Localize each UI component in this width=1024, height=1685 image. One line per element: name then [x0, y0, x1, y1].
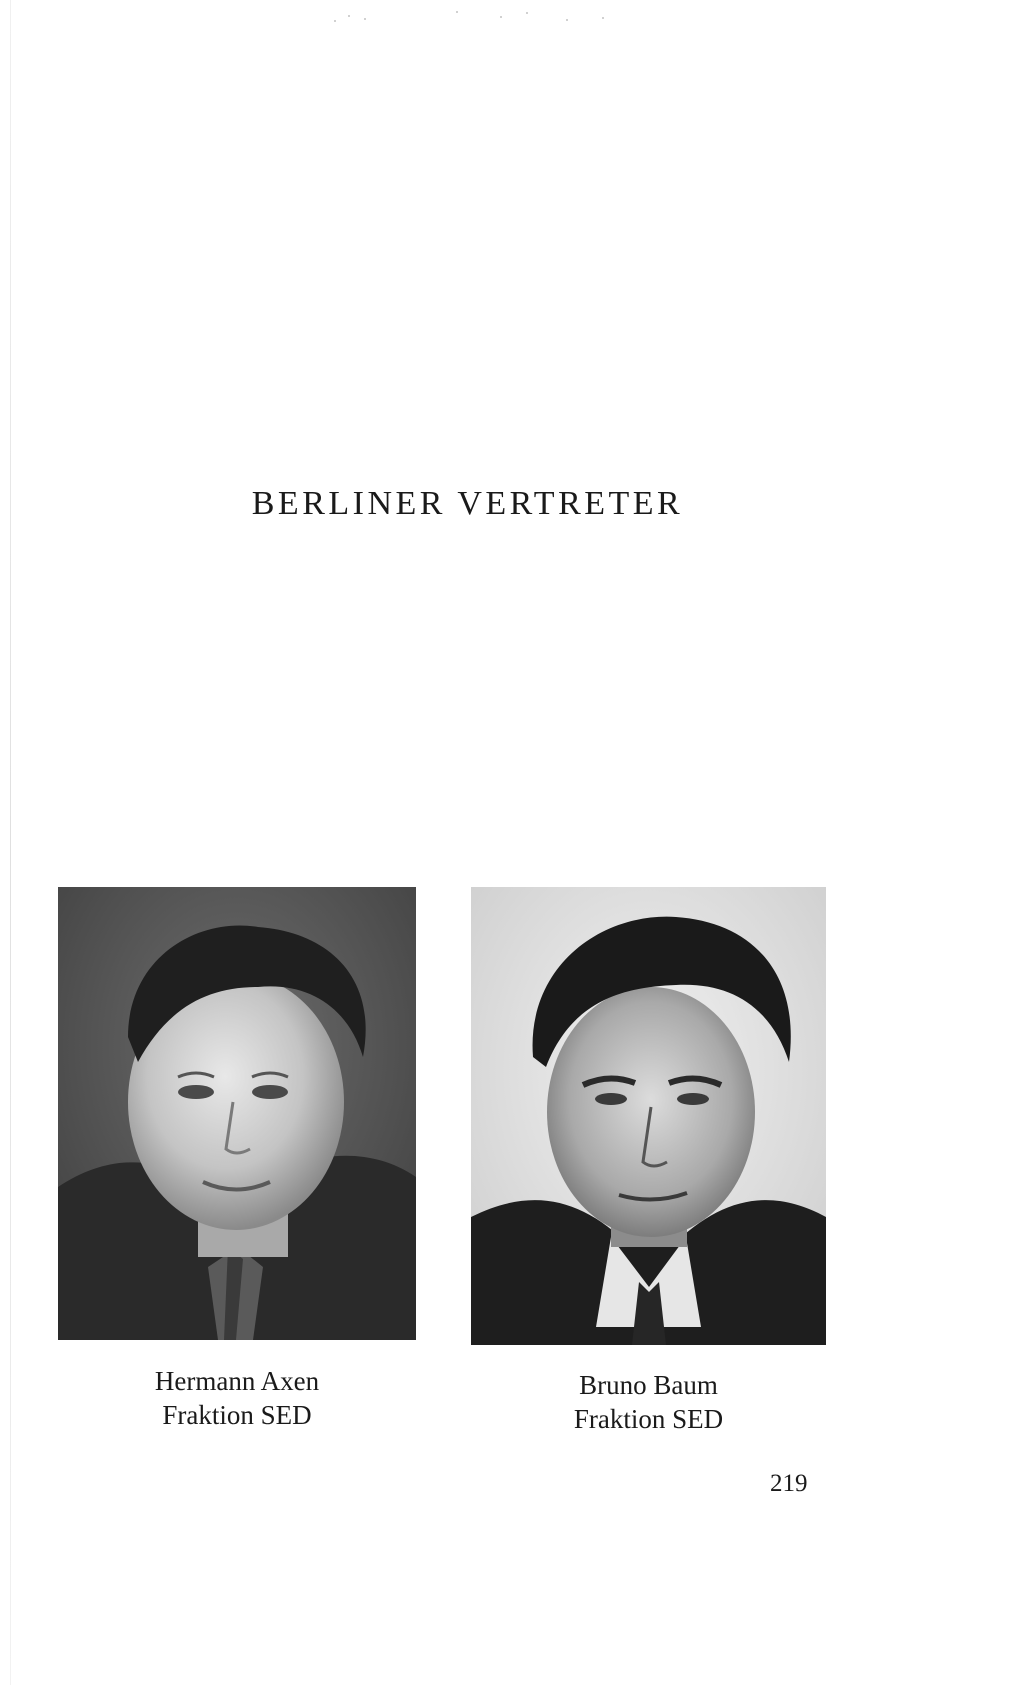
person-faction: Fraktion SED	[162, 1400, 312, 1430]
page-left-edge	[10, 0, 11, 1685]
person-faction: Fraktion SED	[573, 1404, 724, 1434]
portrait-photo-bruno-baum	[471, 887, 826, 1345]
person-name: Hermann Axen	[154, 1366, 320, 1396]
person-name: Bruno Baum	[579, 1370, 718, 1400]
caption-bruno-baum	[471, 1368, 826, 1436]
page-number: 219	[770, 1470, 808, 1497]
caption-hermann-axen	[58, 1364, 416, 1432]
section-heading: BERLINER VERTRETER	[251, 484, 684, 522]
portrait-photo-hermann-axen	[58, 887, 416, 1340]
scan-specks	[330, 8, 630, 30]
